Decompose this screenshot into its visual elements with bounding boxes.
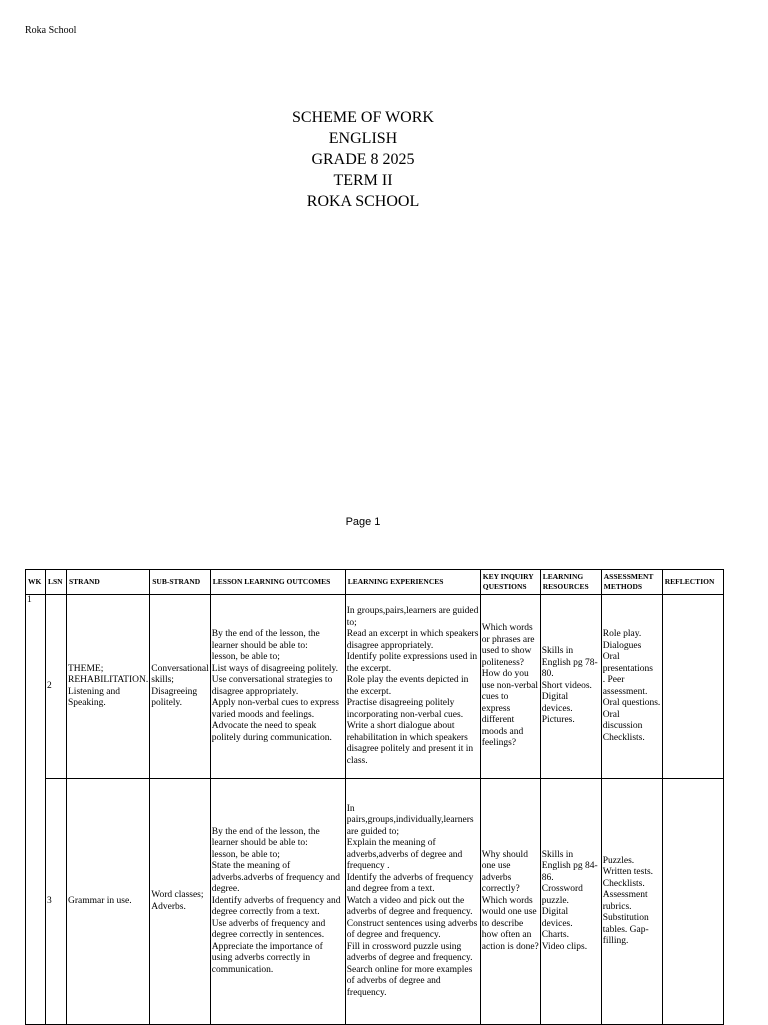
outcome-line: List ways of disagreeing politely. (211, 663, 339, 674)
experience-line: In pairs,groups,individually,learners are guided to; (346, 803, 474, 837)
experiences-cell (345, 595, 480, 779)
week-cell: 1 (26, 595, 46, 1025)
experience-line: Write a short dialogue about rehabilitation in which speakers disagree politely and present it in class. (346, 721, 474, 766)
resource-line: Charts. (541, 930, 569, 941)
header-questions: KEY INQUIRY QUESTIONS (480, 570, 540, 595)
question-line: Which words or phrases are used to show politeness? (481, 623, 535, 668)
assessment-line: Role play. (602, 629, 642, 639)
resource-line: Crossword puzzle. (541, 884, 583, 906)
outcome-line: Apply non-verbal cues to express varied moods and feelings. (211, 698, 339, 720)
outcome-line: Advocate the need to speak politely during communication. (211, 721, 332, 743)
header-experiences: LEARNING EXPERIENCES (345, 570, 480, 595)
resource-line: Video clips. (541, 941, 588, 952)
assessment-line: . Peer assessment. (602, 675, 648, 697)
experience-line: Search online for more examples of adverbs of degree and frequency. (346, 964, 473, 998)
title-line-3: GRADE 8 2025 (311, 151, 415, 168)
assessment-line: Dialogues (602, 640, 642, 651)
questions-cell (480, 779, 540, 1025)
outcome-line: Use adverbs of frequency and degree correctly in sentences. (211, 918, 326, 941)
resource-line: Digital devices. (541, 907, 573, 929)
experience-line: Fill in crossword puzzle using adverbs of degree and frequency. (346, 941, 473, 964)
assessment-line: Oral questions. (602, 698, 661, 708)
experience-line: Role play the events depicted in the excerpt. (346, 675, 469, 697)
assessment-line: Checklists. (602, 878, 645, 889)
assessment-line: Oral discussion (602, 709, 643, 731)
assessment-cell (601, 779, 662, 1025)
scheme-of-work-table (25, 569, 724, 1025)
resource-line: Pictures. (541, 715, 575, 726)
table-row (26, 779, 724, 1025)
header-lsn: LSN (46, 570, 67, 595)
resources-cell (540, 779, 601, 1025)
header-sub-strand: SUB-STRAND (150, 570, 211, 595)
title-line-1: SCHEME OF WORK (292, 109, 434, 126)
resources-cell (540, 595, 601, 779)
experience-line: Identify the adverbs of frequency and degree from a text. (346, 872, 474, 895)
outcome-line: By the end of the lesson, the learner should be able to: (211, 629, 320, 651)
outcome-line: Use conversational strategies to disagree appropriately. (211, 675, 333, 697)
strand-cell: THEME; REHABILITATION. Listening and Speaking. (67, 595, 150, 779)
experience-line: Identify polite expressions used in the excerpt. (346, 652, 478, 674)
questions-cell (480, 595, 540, 779)
assessment-line: Written tests. (602, 867, 654, 877)
assessment-line: Puzzles. (602, 855, 635, 866)
page-number: Page 1 (345, 516, 381, 528)
sub-strand-cell: Conversational skills; Disagreeing politely. (150, 595, 211, 779)
outcome-line: lesson, be able to; (211, 652, 280, 662)
resource-line: Skills in English pg 84-86. (541, 849, 598, 883)
outcome-line: By the end of the lesson, the learner should be able to: (211, 826, 320, 849)
experience-line: In groups,pairs,learners are guided to; (346, 606, 479, 628)
assessment-line: Checklists. (602, 732, 645, 743)
outcome-line: Identify adverbs of frequency and degree correctly from a text. (211, 895, 341, 918)
header-assessment: ASSESSMENT METHODS (601, 570, 662, 595)
assessment-line: Oral presentations (602, 652, 653, 674)
header-reflection: REFLECTION (662, 570, 723, 595)
resource-line: Short videos. (541, 680, 592, 691)
assessment-line: Assessment rubrics. (602, 890, 648, 912)
header-strand: STRAND (67, 570, 150, 595)
sub-strand-cell: Word classes; Adverbs. (150, 779, 211, 1025)
question-line: How do you use non-verbal cues to express different moods and feelings? (481, 669, 538, 749)
title-line-4: TERM II (333, 172, 393, 189)
outcomes-cell (210, 595, 345, 779)
strand-cell: Grammar in use. (67, 779, 150, 1025)
experiences-cell (345, 779, 480, 1025)
reflection-cell (662, 595, 723, 779)
resource-line: Skills in English pg 78-80. (541, 646, 598, 680)
reflection-cell (662, 779, 723, 1025)
assessment-line: Substitution tables. Gap-filling. (602, 913, 649, 946)
header-resources: LEARNING RESOURCES (540, 570, 601, 595)
outcome-line: lesson, be able to; (211, 849, 280, 860)
experience-line: Watch a video and pick out the adverbs of degree and frequency. (346, 895, 473, 918)
lesson-cell: 2 (46, 595, 67, 779)
table-row (26, 595, 724, 779)
header-school-name: Roka School (25, 25, 77, 36)
title-line-2: ENGLISH (328, 130, 398, 147)
document-title (0, 107, 726, 212)
header-wk: WK (26, 570, 46, 595)
experience-line: Read an excerpt in which speakers disagree appropriately. (346, 629, 479, 651)
header-outcomes: LESSON LEARNING OUTCOMES (210, 570, 345, 595)
lesson-cell: 3 (46, 779, 67, 1025)
experience-line: Practise disagreeing politely incorporating non-verbal cues. (346, 698, 464, 720)
outcome-line: State the meaning of adverbs.adverbs of frequency and degree. (211, 861, 340, 895)
experience-line: Construct sentences using adverbs of degree and frequency. (346, 918, 478, 941)
table-header-row (26, 570, 724, 595)
resource-line: Digital devices. (541, 692, 573, 714)
assessment-cell (601, 595, 662, 779)
question-line: Why should one use adverbs correctly? (481, 849, 528, 895)
outcomes-cell (210, 779, 345, 1025)
experience-line: Explain the meaning of adverbs,adverbs of degree and frequency . (346, 838, 463, 872)
question-line: Which words would one use to describe how often an action is done? (481, 895, 539, 952)
title-line-5: ROKA SCHOOL (306, 193, 420, 210)
outcome-line: Appreciate the importance of using adverbs correctly in communication. (211, 941, 323, 975)
